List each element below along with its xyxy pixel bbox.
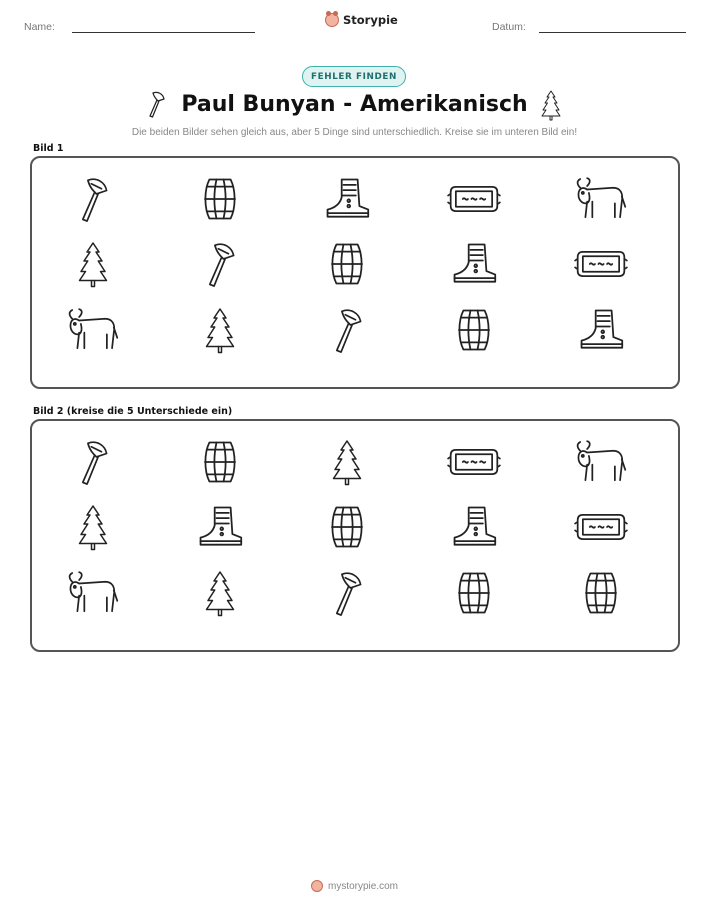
barrel-icon[interactable] (190, 436, 250, 488)
instructions: Die beiden Bilder sehen gleich aus, aber 5 Dinge sind unterschiedlich. Kreise sie im unteren Bild ein! (131, 127, 578, 138)
pine-tree-icon (541, 89, 561, 125)
barrel-icon[interactable] (444, 567, 504, 619)
ox-icon (63, 304, 123, 356)
brand-name: Storypie (343, 13, 398, 27)
picture-2-panel[interactable] (30, 419, 680, 652)
barrel-icon (444, 304, 504, 356)
ox-icon[interactable] (571, 436, 631, 488)
picture-1-panel (30, 156, 680, 389)
griddle-icon[interactable] (444, 436, 504, 488)
boot-icon (571, 304, 631, 356)
boot-icon[interactable] (444, 501, 504, 553)
axe-icon[interactable] (317, 567, 377, 619)
ox-icon (571, 173, 631, 225)
axe-icon (190, 238, 250, 290)
boot-icon[interactable] (190, 501, 250, 553)
griddle-icon (571, 238, 631, 290)
tree-icon[interactable] (317, 436, 377, 488)
barrel-icon (190, 173, 250, 225)
boot-icon (317, 173, 377, 225)
footer-url[interactable]: mystorypie.com (327, 880, 398, 892)
barrel-icon[interactable] (317, 501, 377, 553)
axe-icon (63, 173, 123, 225)
tree-icon (190, 304, 250, 356)
axe-icon[interactable] (63, 436, 123, 488)
storypie-logo-icon (325, 13, 339, 27)
ox-icon[interactable] (63, 567, 123, 619)
barrel-icon (317, 238, 377, 290)
picture-2-label: Bild 2 (kreise die 5 Unterschiede ein) (33, 406, 233, 417)
worksheet-title: Paul Bunyan - Amerikanisch (181, 92, 528, 117)
tree-icon (63, 238, 123, 290)
griddle-icon[interactable] (571, 501, 631, 553)
tree-icon[interactable] (63, 501, 123, 553)
picture-1-label: Bild 1 (33, 143, 64, 154)
date-line[interactable] (539, 32, 686, 33)
boot-icon (444, 238, 504, 290)
worksheet-type-badge: FEHLER FINDEN (302, 66, 406, 87)
name-line[interactable] (72, 32, 255, 33)
axe-icon (317, 304, 377, 356)
footer (0, 880, 709, 892)
name-label: Name: (24, 21, 55, 33)
tree-icon[interactable] (190, 567, 250, 619)
storypie-logo-icon (311, 880, 323, 892)
date-label: Datum: (492, 21, 526, 33)
barrel-icon[interactable] (571, 567, 631, 619)
griddle-icon (444, 173, 504, 225)
brand (325, 13, 398, 27)
